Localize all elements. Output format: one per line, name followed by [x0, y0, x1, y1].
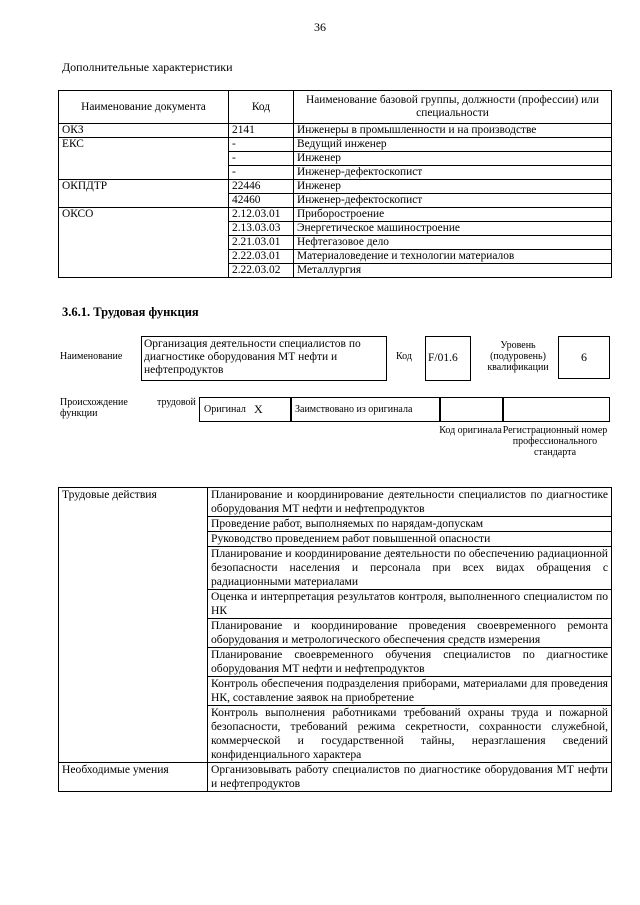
- table-row: [59, 648, 612, 677]
- skill-item: Организовывать работу специалистов по диагностике оборудования МТ нефти и нефтепродуктов: [208, 763, 612, 792]
- code-cell: -: [229, 152, 294, 166]
- doc-cell: ОКЗ: [59, 124, 229, 138]
- borrowed-cell: [290, 397, 441, 422]
- table-row: [59, 264, 612, 278]
- name-cell: Приборостроение: [294, 208, 612, 222]
- table-row: [59, 488, 612, 517]
- registration-number-caption: Регистрационный номер профессионального стандарта: [502, 425, 608, 458]
- original-label: Оригинал: [204, 404, 246, 415]
- name-cell: Инженер-дефектоскопист: [294, 166, 612, 180]
- labor-actions-table: [58, 487, 612, 792]
- code-cell: 2.22.03.02: [229, 264, 294, 278]
- labor-actions-label: Трудовые действия: [59, 488, 208, 517]
- table-row: [59, 250, 612, 264]
- origin-label: Происхождение: [60, 397, 128, 408]
- code-cell: 2.12.03.01: [229, 208, 294, 222]
- table-row: [59, 706, 612, 763]
- table-row: [59, 547, 612, 590]
- table-row: [59, 222, 612, 236]
- origin-label-3: функции: [60, 408, 98, 419]
- labor-action-item: Планирование своевременного обучения специалистов по диагностике оборудования МТ нефти и нефтепродуктов: [208, 648, 612, 677]
- code-cell: 2.13.03.03: [229, 222, 294, 236]
- name-cell: Инженер: [294, 180, 612, 194]
- origin-label-2: трудовой: [157, 397, 196, 408]
- doc-cell: ОКПДТР: [59, 180, 229, 194]
- name-cell: Инженер-дефектоскопист: [294, 194, 612, 208]
- name-cell: Металлургия: [294, 264, 612, 278]
- borrowed-label: Заимствовано из оригинала: [295, 404, 413, 415]
- qualification-level-box: 6: [558, 336, 610, 379]
- table-row: [59, 532, 612, 547]
- name-label: Наименование: [60, 351, 123, 362]
- labor-action-item: Планирование и координирование деятельности по обеспечению радиационной безопасности населения и персонала при всех видах обращения с радиационными материалами: [208, 547, 612, 590]
- code-label: Код: [396, 351, 412, 362]
- original-code-caption: Код оригинала: [439, 425, 502, 436]
- name-cell: Инженер: [294, 152, 612, 166]
- code-cell: 22446: [229, 180, 294, 194]
- labor-action-item: Оценка и интерпретация результатов контроля, выполненного специалистом по НК: [208, 590, 612, 619]
- labor-action-item: Планирование и координирование деятельности специалистов по диагностике оборудования МТ нефти и нефтепродуктов: [208, 488, 612, 517]
- original-mark: X: [254, 402, 263, 416]
- code-cell: -: [229, 138, 294, 152]
- table-row: [59, 124, 612, 138]
- name-cell: Нефтегазовое дело: [294, 236, 612, 250]
- name-cell: Ведущий инженер: [294, 138, 612, 152]
- additional-characteristics-table: [58, 90, 612, 278]
- code-cell: 42460: [229, 194, 294, 208]
- table-row: [59, 236, 612, 250]
- function-name-box: Организация деятельности специалистов по диагностике оборудования МТ нефти и нефтепродуктов: [141, 336, 387, 381]
- table-row: [59, 590, 612, 619]
- table-row: [59, 677, 612, 706]
- page-number: 36: [314, 20, 326, 34]
- table-row: [59, 138, 612, 152]
- table-row: [59, 208, 612, 222]
- additional-characteristics-title: Дополнительные характеристики: [62, 60, 233, 74]
- name-cell: Материаловедение и технологии материалов: [294, 250, 612, 264]
- table-row: [59, 763, 612, 792]
- code-cell: 2.22.03.01: [229, 250, 294, 264]
- header-doc-name: Наименование документа: [59, 91, 229, 124]
- skills-label: Необходимые умения: [59, 763, 208, 792]
- table-header-row: [59, 91, 612, 124]
- labor-action-item: Контроль выполнения работниками требований охраны труда и пожарной безопасности, требований режима секретности, сохранности служебной, коммерческой и государственной тайны, неразглашения сведений конфиденциального характера: [208, 706, 612, 763]
- labor-action-item: Руководство проведением работ повышенной опасности: [208, 532, 612, 547]
- code-cell: 2141: [229, 124, 294, 138]
- labor-action-item: Контроль обеспечения подразделения приборами, материалами для проведения НК, составление заявок на приобретение: [208, 677, 612, 706]
- table-row: [59, 619, 612, 648]
- doc-cell: ЕКС: [59, 138, 229, 152]
- header-group-name: Наименование базовой группы, должности (профессии) или специальности: [294, 91, 612, 124]
- table-row: [59, 180, 612, 194]
- table-row: [59, 166, 612, 180]
- name-cell: Энергетическое машиностроение: [294, 222, 612, 236]
- doc-cell: ОКСО: [59, 208, 229, 222]
- table-row: [59, 194, 612, 208]
- function-title: 3.6.1. Трудовая функция: [62, 305, 199, 319]
- registration-number-cell: [502, 397, 610, 422]
- header-code: Код: [229, 91, 294, 124]
- code-cell: 2.21.03.01: [229, 236, 294, 250]
- labor-action-item: Проведение работ, выполняемых по нарядам-допускам: [208, 517, 612, 532]
- qualification-level-label: Уровень (подуровень) квалификации: [487, 340, 549, 373]
- original-cell: [199, 397, 292, 422]
- original-code-cell: [439, 397, 504, 422]
- name-cell: Инженеры в промышленности и на производстве: [294, 124, 612, 138]
- code-cell: -: [229, 166, 294, 180]
- table-row: [59, 517, 612, 532]
- table-row: [59, 152, 612, 166]
- function-code-box: F/01.6: [425, 336, 471, 381]
- labor-action-item: Планирование и координирование проведения своевременного ремонта оборудования и метрологического обеспечения средств измерения: [208, 619, 612, 648]
